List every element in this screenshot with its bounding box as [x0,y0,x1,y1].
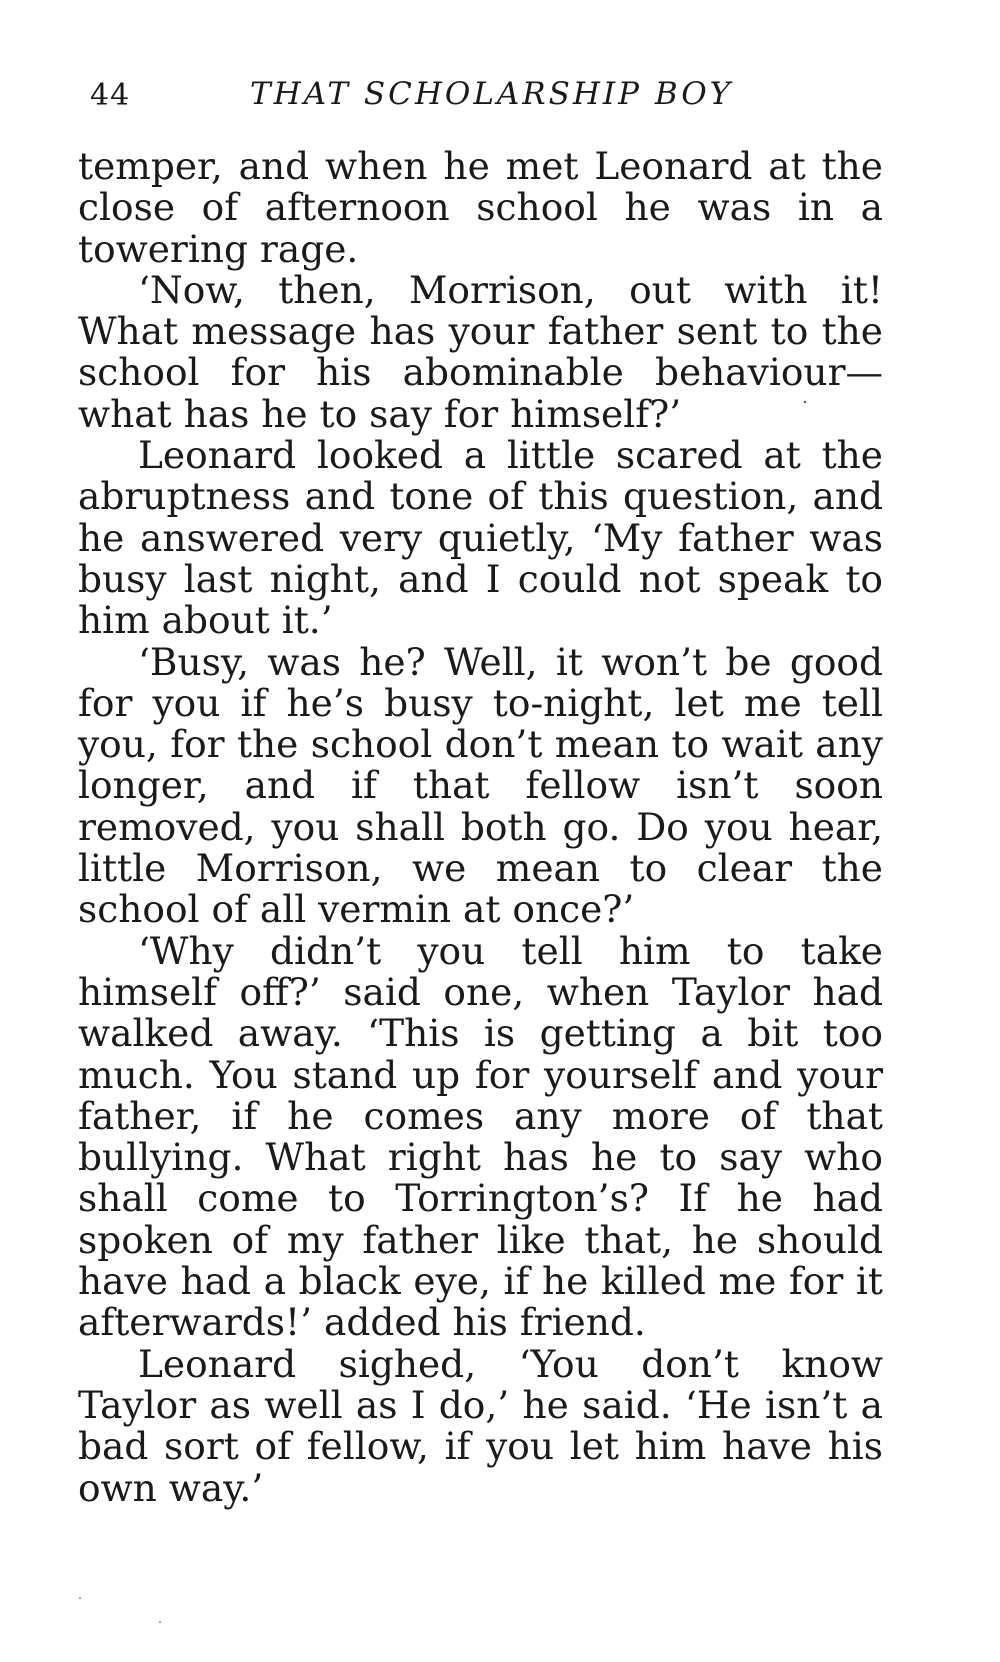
paragraph: Leonard sighed, ‘You don’t know Taylor as well as I do,’ he said. ‘He isn’t a bad sort of fellow, if you let him have his own way.’ [78,1341,883,1510]
page-number: 44 [90,78,131,113]
paragraph-continued: temper, and when he met Leonard at the close of afternoon school he was in a towering rage. [78,144,883,271]
paragraph: ‘Why didn’t you tell him to take himself off?’ said one, when Taylor had walked away. ‘This is getting a bit too much. You stand up for yourself and your father, if he comes any more of that bullying. What right has he to say who shall come to Torrington’s? If he had spoken of my father like that, he should have had a black eye, if he killed me for it afterwards!’ added his friend. [78,928,883,1345]
paragraph: ‘Now, then, Morrison, out with it! What message has your father sent to the school for his abominable behaviour—what has he to say for himself?’ [78,267,883,436]
running-title: THAT SCHOLARSHIP BOY [250,76,734,112]
paragraph: ‘Busy, was he? Well, it won’t be good for you if he’s busy to-night, let me tell you, for the school don’t mean to wait any longer, and if that fellow isn’t soon removed, you shall both go. Do you hear, little Morrison, we mean to clear the school of all vermin at once?’ [78,639,883,932]
body-text [78,146,883,1509]
running-head [90,78,890,118]
paragraph: Leonard looked a little scared at the abruptness and tone of this question, and he answered very quietly, ‘My father was busy last night, and I could not speak to him about it.’ [78,433,883,643]
